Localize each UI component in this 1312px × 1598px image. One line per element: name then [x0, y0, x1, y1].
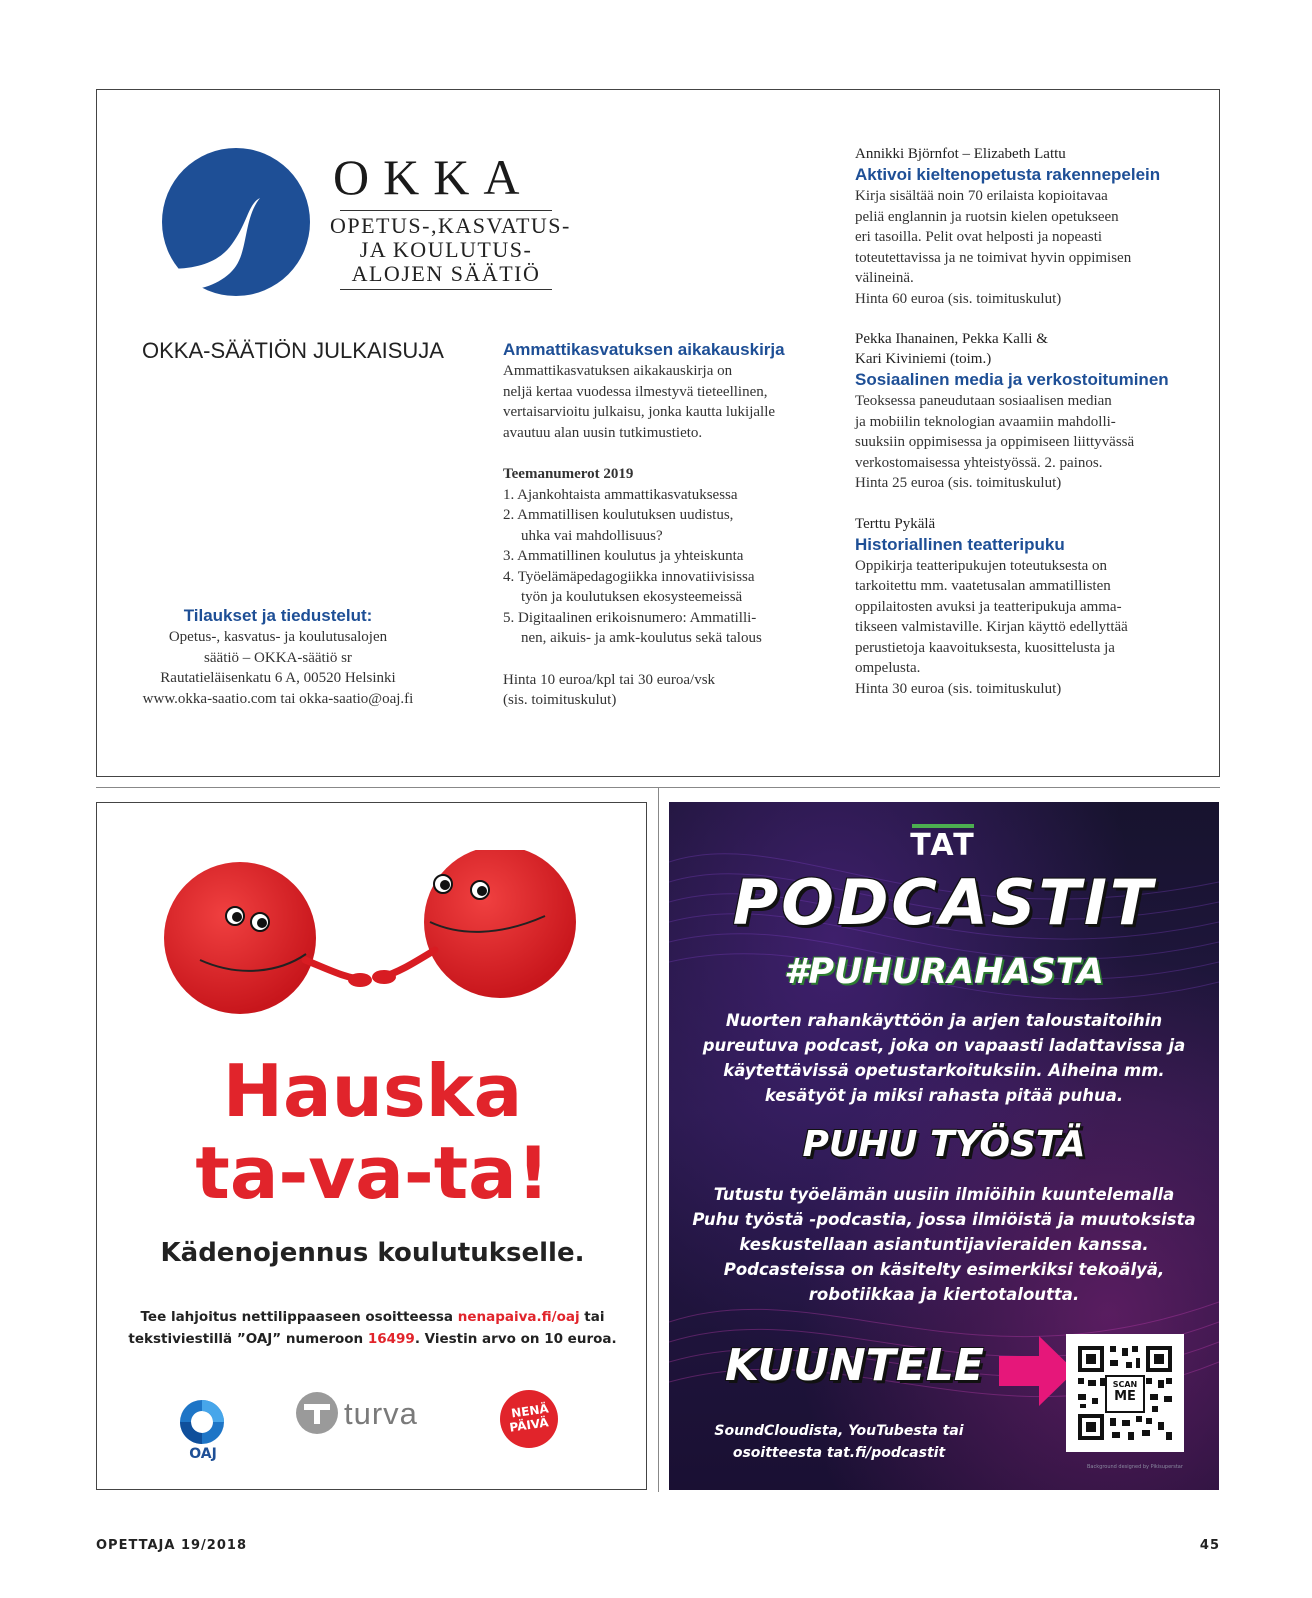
journal-column: [503, 339, 833, 711]
journal-title: Ammattikasvatuksen aikakauskirja: [503, 340, 785, 359]
journal-text: vertaisarvioitu julkaisu, jonka kautta lukijalle: [503, 404, 776, 420]
okka-orders: [128, 605, 428, 709]
book-text: suuksiin oppimisessa ja oppimiseen liittyvässä: [855, 434, 1135, 450]
theme-item: 2. Ammatillisen koulutuksen uudistus,: [503, 507, 734, 523]
book-text: peliä englannin ja ruotsin kielen opetukseen: [855, 208, 1119, 225]
journal-text: avautuu alan uusin tutkimustieto.: [503, 424, 703, 441]
journal-price: (sis. toimituskulut): [503, 692, 617, 708]
section2-title: PUHU TYÖSTÄ: [802, 1124, 1086, 1165]
journal-text: Ammattikasvatuksen aikakauskirja on: [503, 363, 733, 379]
theme-item: 4. Työelämäpedagogiikka innovatiivisissa: [503, 568, 755, 585]
footer-publication: OPETTAJA 19/2018: [96, 1538, 247, 1553]
book-text: toteutettavissa ja ne toimivat hyvin oppimisen: [855, 249, 1132, 266]
book-price: Hinta 25 euroa (sis. toimituskulut): [855, 475, 1062, 491]
okka-swan-logo: [140, 146, 315, 301]
donate-number: 16499: [367, 1331, 415, 1347]
orders-line: säätiö – OKKA-säätiö sr: [204, 649, 352, 666]
themes-title: Teemanumerot 2019: [503, 466, 634, 482]
turva-logo-icon: [296, 1392, 338, 1434]
donate-text: tekstiviestillä ”OAJ” numeroon: [128, 1331, 368, 1347]
book-author: Kari Kiviniemi (toim.): [855, 351, 992, 367]
book-text: eri tasoilla. Pelit ovat helposti ja nopeasti: [855, 229, 1103, 245]
orders-line: www.okka-saatio.com tai okka-saatio@oaj.fi: [142, 690, 414, 707]
book-author: Annikki Björnfot – Elizabeth Lattu: [855, 146, 1066, 162]
turva-logo-text: turva: [344, 1396, 418, 1431]
book-text: tikseen valmistaville. Kirjan käyttö edellyttää: [855, 619, 1128, 635]
nena-donate-text: [100, 1306, 645, 1350]
book-text: välineinä.: [855, 270, 914, 286]
oaj-logo-icon: [178, 1398, 226, 1446]
book-text: Oppikirja teatteripukujen toteutuksesta on: [855, 557, 1108, 574]
book-author: Pekka Ihanainen, Pekka Kalli &: [855, 331, 1048, 347]
tat-logo: TAT: [910, 828, 976, 863]
section2-text: Tutustu työelämän uusiin ilmiöihin kuuntelemalla Puhu työstä -podcastia, jossa ilmiöistä ja muutoksista keskustellaan asiantuntijavieraiden kanssa. Podcasteissa on käsitelty esimerkiksi tekoälyä, robotiikkaa ja kiertotaloutta.: [692, 1185, 1196, 1304]
orders-title: Tilaukset ja tiedustelut:: [183, 606, 373, 625]
book-text: ja mobiilin teknologian avaamiin mahdolli-: [855, 413, 1116, 430]
book-text: perustietoja kaavoituksesta, kuosittelusta ja: [855, 639, 1115, 656]
theme-item: 5. Digitaalinen erikoisnumero: Ammatilli-: [503, 609, 757, 626]
book-price: Hinta 60 euroa (sis. toimituskulut): [855, 290, 1062, 307]
tat-title: PODCASTIT: [732, 866, 1156, 939]
section1-text: Nuorten rahankäyttöön ja arjen taloustaitoihin pureutuva podcast, joka on vapaasti ladattavissa ja käytettävissä opetustarkoituksiin. Aiheina mm. kesätyöt ja miksi rahasta pitää puhua.: [702, 1011, 1186, 1105]
book-title: Historiallinen teatteripuku: [855, 534, 1065, 554]
theme-item: nen, aikuis- ja amk-koulutus sekä talous: [521, 630, 762, 646]
vertical-divider: [658, 787, 659, 1492]
book-title: Sosiaalinen media ja verkostoituminen: [855, 370, 1169, 389]
journal-text: neljä kertaa vuodessa ilmestyvä tieteellinen,: [503, 383, 768, 400]
book-text: verkostomaisessa yhteistyössä. 2. painos.: [855, 454, 1103, 471]
okka-logo-letters: OKKA: [333, 149, 534, 205]
journal-price: Hinta 10 euroa/kpl tai 30 euroa/vsk: [503, 671, 716, 688]
donate-link[interactable]: nenapaiva.fi/oaj: [457, 1309, 580, 1325]
cta-title: KUUNTELE: [725, 1340, 984, 1391]
book-title: Aktivoi kieltenopetusta rakennepelein: [855, 165, 1161, 184]
background-credit: Background designed by Pikisuperstar: [1087, 1464, 1183, 1470]
cta-subtext: SoundCloudista, YouTubesta tai osoitteesta tat.fi/podcastit: [714, 1423, 964, 1461]
book-text: ompelusta.: [855, 660, 921, 676]
book-text: oppilaitosten avuksi ja teatteripukuja amma-: [855, 598, 1122, 615]
orders-line: Rautatieläisenkatu 6 A, 00520 Helsinki: [160, 670, 396, 686]
theme-item: 1. Ajankohtaista ammattikasvatuksessa: [503, 486, 738, 503]
okka-heading: OKKA-SÄÄTIÖN JULKAISUJA: [142, 338, 444, 363]
book-3: [855, 514, 1200, 700]
nena-subheadline: Kädenojennus koulutukselle.: [160, 1238, 585, 1268]
donate-text: Tee lahjoitus nettilippaaseen osoitteessa: [140, 1309, 458, 1325]
orders-line: Opetus-, kasvatus- ja koulutusalojen: [168, 629, 388, 645]
footer-page-number: 45: [1199, 1538, 1220, 1553]
red-noses-illustration: [160, 850, 580, 1030]
books-column: [855, 144, 1200, 699]
book-2: [855, 329, 1200, 494]
theme-item: uhka vai mahdollisuus?: [521, 527, 663, 544]
donate-text: . Viestin arvo on 10 euroa.: [414, 1331, 617, 1347]
book-price: Hinta 30 euroa (sis. toimituskulut): [855, 680, 1062, 697]
book-text: Kirja sisältää noin 70 erilaista kopioitavaa: [855, 188, 1108, 204]
okka-logo-subtitle: OPETUS-,KASVATUS- JA KOULUTUS- ALOJEN SÄÄTIÖ: [330, 213, 571, 286]
section1-title: #PUHURAHASTA: [783, 952, 1104, 992]
theme-item: 3. Ammatillinen koulutus ja yhteiskunta: [503, 548, 744, 564]
headline-line: Hauska: [222, 1049, 523, 1133]
okka-logo-rule-top: [340, 210, 552, 211]
nenapaiva-logo: NENÄ PÄIVÄ: [500, 1390, 558, 1448]
donate-text: tai: [579, 1309, 605, 1325]
headline-line: ta-va-ta!: [195, 1131, 550, 1215]
book-author: Terttu Pykälä: [855, 515, 936, 532]
oaj-logo-text: OAJ: [189, 1446, 217, 1462]
nena-headline: [100, 1050, 645, 1214]
book-1: [855, 144, 1200, 309]
theme-item: työn ja koulutuksen ekosysteemeissä: [521, 589, 743, 605]
book-text: tarkoitettu mm. vaatetusalan ammatillisten: [855, 578, 1111, 594]
qr-label: SCAN ME: [1112, 1380, 1138, 1404]
qr-code[interactable]: [1066, 1334, 1184, 1452]
book-text: Teoksessa paneudutaan sosiaalisen median: [855, 393, 1112, 409]
tat-podcast-advertisement: [669, 802, 1219, 1490]
okka-logo-rule-bottom: [340, 289, 552, 290]
